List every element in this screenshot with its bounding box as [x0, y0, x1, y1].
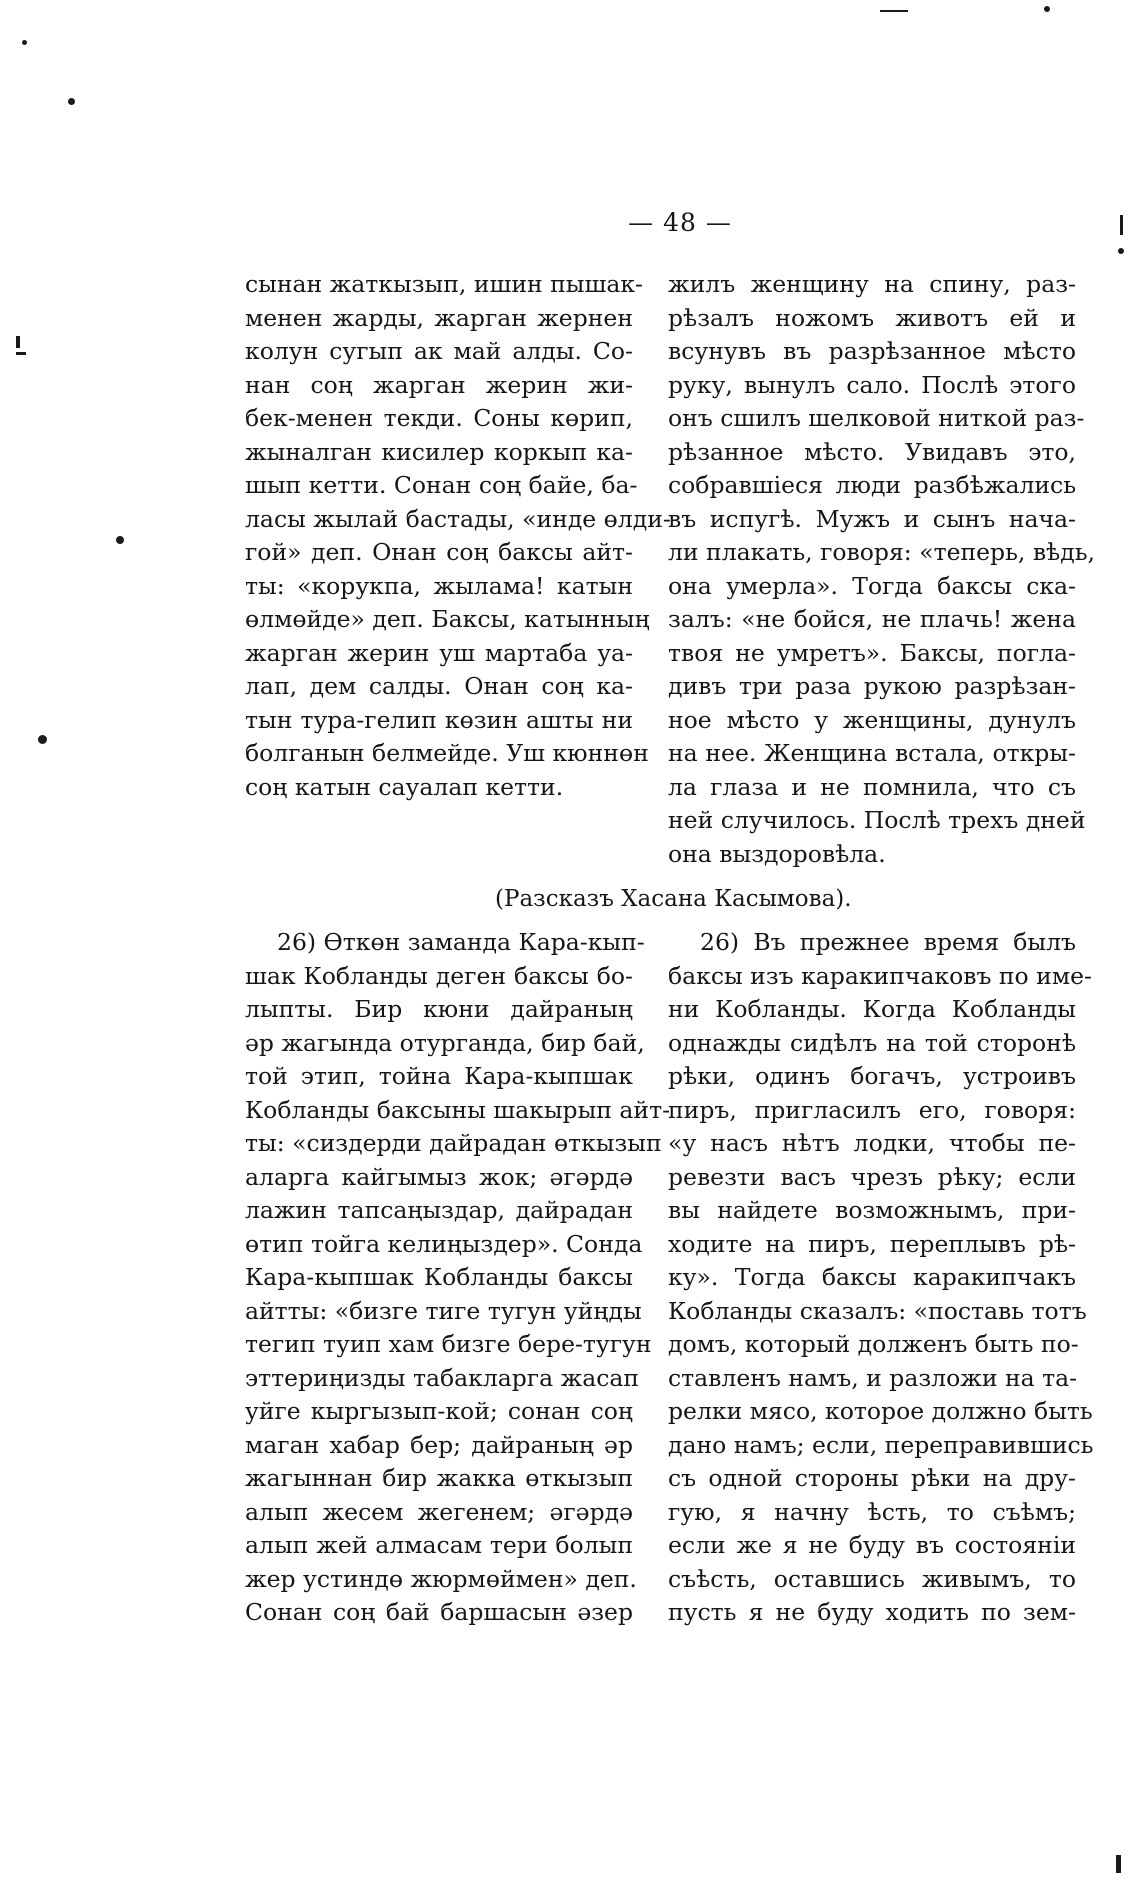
text-line: маган хабар бер; дайраның әр — [245, 1430, 633, 1459]
text-line: 26) Өткөн заманда Кара-кып- — [277, 928, 645, 956]
text-line: гую, я начну ѣсть, то съѣмъ; — [668, 1497, 1076, 1526]
text-line: Сонан соң бай баршасын әзер — [245, 1598, 633, 1626]
text-line: нан соң жарган жерин жи- — [245, 370, 633, 399]
text-line: шак Кобланды деген баксы бо- — [245, 961, 633, 990]
text-line: на нее. Женщина встала, откры- — [668, 739, 1076, 767]
text-line: ты: «корукпа, жылама! катын — [245, 571, 633, 600]
text-line: жарган жерин уш мартаба уа- — [245, 638, 633, 667]
text-line: она умерла». Тогда баксы ска- — [668, 571, 1076, 600]
text-line: аларга кайгымыз жок; әгәрдә — [245, 1162, 633, 1191]
scan-speck — [68, 98, 75, 105]
text-line: лап, дем салды. Онан соң ка- — [245, 672, 633, 700]
text-line: ку». Тогда баксы каракипчакъ — [668, 1263, 1076, 1291]
text-line: гой» деп. Онан соң баксы айт- — [245, 538, 633, 566]
scan-speck — [1044, 6, 1050, 12]
page-number: — 48 — — [628, 208, 732, 237]
text-line: дивъ три раза рукою разрѣзан- — [668, 672, 1076, 700]
text-line: рѣки, одинъ богачъ, устроивъ — [668, 1062, 1076, 1090]
text-line: колун сугып ак май алды. Со- — [245, 337, 633, 365]
text-line: въ испугѣ. Мужъ и сынъ нача- — [668, 504, 1076, 533]
text-line: Кара-кыпшак Кобланды баксы — [245, 1263, 633, 1291]
text-line: жер устиндө жюрмөймен» деп. — [245, 1564, 637, 1593]
russian-text-upper — [668, 268, 1095, 871]
scan-edge-mark — [1116, 1855, 1121, 1873]
text-line: ты: «сиздерди дайрадан өткызып — [245, 1129, 662, 1157]
text-line: алып жей алмасам тери болып — [245, 1531, 633, 1559]
text-line: она выздоровѣла. — [668, 839, 886, 868]
text-line: соң катын сауалап кетти. — [245, 772, 564, 801]
text-line: пиръ, пригласилъ его, говоря: — [668, 1095, 1076, 1124]
text-line: алып жесем жегенем; әгәрдә — [245, 1497, 633, 1526]
text-line: ставленъ намъ, и разложи на та- — [668, 1363, 1078, 1392]
text-line: руку, вынулъ сало. Послѣ этого — [668, 370, 1076, 399]
text-line: менен жарды, жарган жернен — [245, 303, 633, 332]
text-line: ходите на пиръ, переплывъ рѣ- — [668, 1229, 1076, 1258]
text-line: домъ, который долженъ быть по- — [668, 1330, 1079, 1358]
text-line: залъ: «не бойся, не плачь! жена — [668, 605, 1076, 633]
text-line: «у насъ нѣтъ лодки, чтобы пе- — [668, 1129, 1076, 1157]
text-line: релки мясо, которое должно быть — [668, 1397, 1093, 1425]
text-line: ное мѣсто у женщины, дунулъ — [668, 705, 1076, 734]
text-line: однажды сидѣлъ на той сторонѣ — [668, 1028, 1076, 1057]
text-line: тын тура-гелип көзин ашты ни — [245, 705, 633, 734]
text-line: пусть я не буду ходить по зем- — [668, 1598, 1076, 1626]
text-line: жагыннан бир жакка өткызып — [245, 1464, 633, 1492]
text-line: Кобланды сказалъ: «поставь тотъ — [668, 1296, 1087, 1325]
text-line: рѣзалъ ножомъ животъ ей и — [668, 303, 1076, 332]
text-line: баксы изъ каракипчаковъ по име- — [668, 961, 1092, 990]
text-line: жыналган кисилер коркып ка- — [245, 437, 633, 466]
text-line: Кобланды баксыны шакырып айт- — [245, 1095, 671, 1124]
text-line: рѣзанное мѣсто. Увидавъ это, — [668, 437, 1076, 466]
text-line: сынан жаткызып, ишин пышак- — [245, 270, 643, 298]
text-line: эттериңизды табакларга жасап — [245, 1363, 640, 1392]
text-line: жилъ женщину на спину, раз- — [668, 270, 1076, 298]
scan-speck — [1118, 248, 1124, 254]
text-line: лыпты. Бир кюни дайраның — [245, 995, 633, 1023]
text-line: тегип туип хам бизге бере-тугун — [245, 1330, 652, 1358]
text-line: 26) Въ прежнее время былъ — [700, 928, 1076, 956]
scan-edge-mark — [16, 336, 20, 348]
text-line: съ одной стороны рѣки на дру- — [668, 1464, 1076, 1492]
text-line: бек-менен текди. Соны көрип, — [245, 404, 633, 432]
text-line: ла глаза и не помнила, что съ — [668, 772, 1076, 801]
text-line: онъ сшилъ шелковой ниткой раз- — [668, 404, 1085, 432]
text-line: айтты: «бизге тиге тугун уйңды — [245, 1296, 642, 1325]
text-line: дано намъ; если, переправившись — [668, 1430, 1094, 1459]
text-line: уйге кыргызып-кой; сонан соң — [245, 1397, 633, 1425]
scan-speck — [38, 735, 47, 744]
story-credit: (Разсказъ Хасана Касымова). — [495, 886, 852, 912]
text-line: ни Кобланды. Когда Кобланды — [668, 995, 1076, 1023]
russian-text-lower — [668, 926, 1094, 1630]
kyrgyz-text-upper — [245, 268, 671, 804]
kyrgyz-text-lower — [245, 926, 671, 1630]
text-line: шып кетти. Сонан соң байе, ба- — [245, 471, 638, 499]
text-line: өлмөйде» деп. Баксы, катынның — [245, 605, 650, 633]
text-line: ласы жылай бастады, «инде өлди- — [245, 504, 671, 533]
text-line: съѣсть, оставшись живымъ, то — [668, 1564, 1076, 1593]
text-line: ней случилось. Послѣ трехъ дней — [668, 806, 1086, 834]
text-line: твоя не умретъ». Баксы, погла- — [668, 638, 1076, 667]
text-line: всунувъ въ разрѣзанное мѣсто — [668, 337, 1076, 365]
text-line: вы найдете возможнымъ, при- — [668, 1196, 1076, 1224]
text-line: той этип, тойна Кара-кыпшак — [245, 1062, 633, 1090]
text-line: болганын белмейде. Уш кюннөн — [245, 739, 649, 767]
scan-speck — [22, 40, 27, 45]
text-line: ревезти васъ чрезъ рѣку; если — [668, 1162, 1076, 1191]
scan-edge-mark — [1120, 215, 1123, 235]
text-line: если же я не буду въ состоянiи — [668, 1531, 1076, 1559]
text-line: лажин тапсаңыздар, дайрадан — [245, 1196, 633, 1224]
text-line: әр жагында отурганда, бир бай, — [245, 1028, 645, 1057]
text-line: өтип тойга келиңыздер». Сонда — [245, 1229, 643, 1258]
scan-edge-mark — [880, 10, 908, 12]
scan-edge-mark — [16, 352, 26, 355]
scan-speck — [116, 536, 124, 544]
text-line: собравшiеся люди разбѣжались — [668, 471, 1076, 499]
text-line: ли плакать, говоря: «теперь, вѣдь, — [668, 538, 1095, 566]
